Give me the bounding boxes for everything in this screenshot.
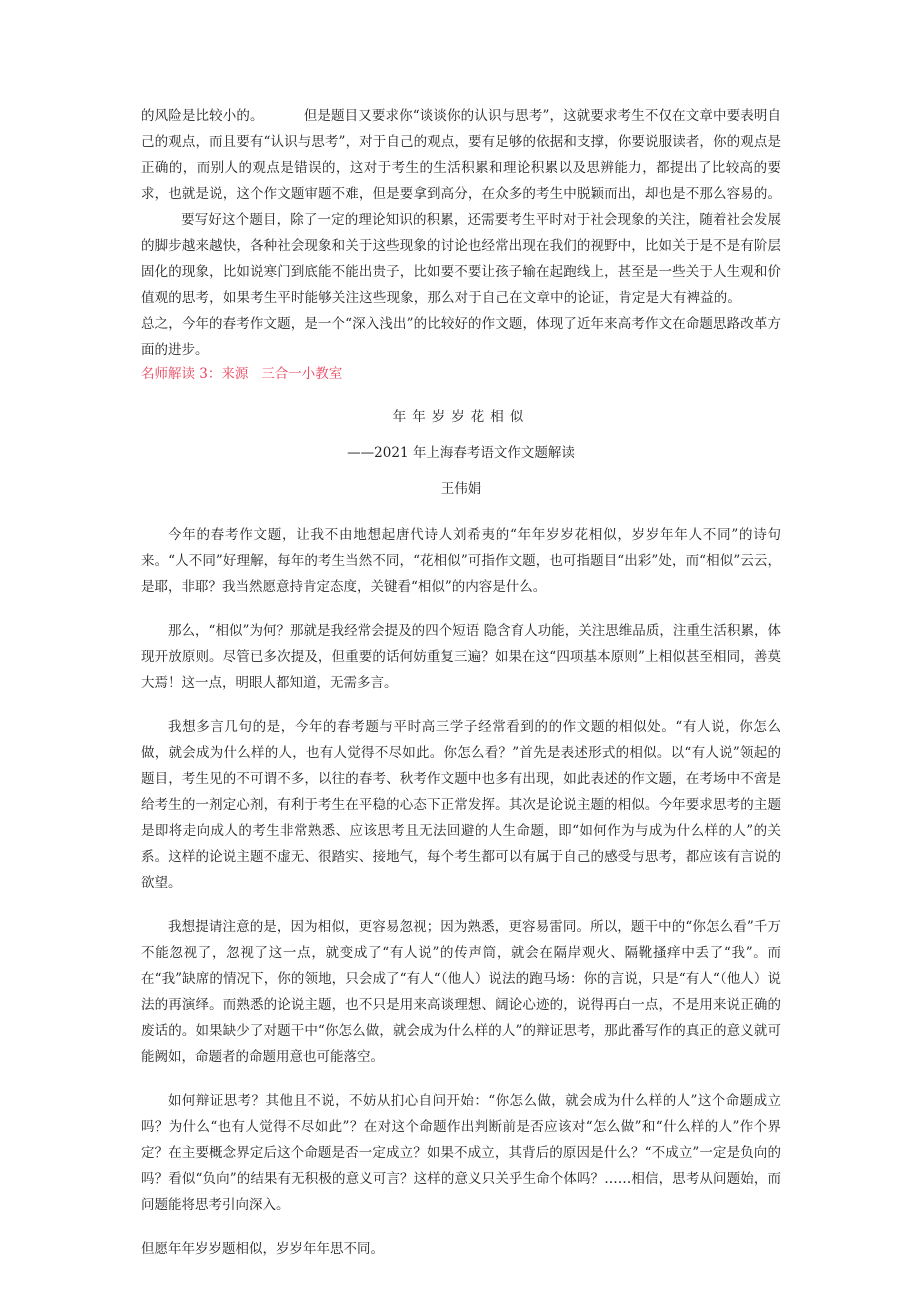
article-subtitle: ——2021 年上海春考语文作文题解读: [347, 445, 575, 461]
continuation-part-4: 总之，今年的春考作文题，是一个“深入浅出”的比较好的作文题，体现了近年来高考作文在命题思路改革方面的进步。: [141, 316, 781, 358]
article-closing: 但愿年年岁岁题相似，岁岁年年思不同。: [141, 1241, 384, 1257]
continuation-part-3: 要写好这个题目，除了一定的理论知识的积累，还需要考生平时对于社会现象的关注，随着社会发展的脚步越来越快，各种社会现象和关于这些现象的讨论也经常出现在我们的视野中，比如关于是不是有阶层固化的现象，比如说寒门到底能不能出贵子，比如要不要让孩子输在起跑线上，甚至是一些关于人生观和价值观的思考，如果考生平时能够关注这些现象，那么对于自己在文章中的论证，肯定是大有裨益的。: [141, 212, 781, 306]
source-note: 名师解读 3：来源 三合一小教室: [141, 366, 343, 382]
article-paragraph: 我想多言几句的是，今年的春考题与平时高三学子经常看到的的作文题的相似处。“有人说，你怎么做，就会成为什么样的人，也有人觉得不尽如此。你怎么看？”首先是表述形式的相似。以“有人说”领起的题目，考生见的不可谓不多，以往的春考、秋考作文题中也多有出现，如此表述的作文题，在考场中不啻是给考生的一剂定心剂，有利于考生在平稳的心态下正常发挥。其次是论说主题的相似。今年要求思考的主题是即将走向成人的考生非常熟悉、应该思考且无法回避的人生命题，即“如何作为与成为什么样的人”的关系。这样的论说主题不虚无、很踏实、接地气，每个考生都可以有属于自己的感受与思考，都应该有言说的欲望。: [141, 719, 781, 891]
continuation-part-2: 但是题目又要求你“谈谈你的认识与思考”，这就要求考生不仅在文章中要表明自己的观点，而且要有“认识与思考”，对于自己的观点，要有足够的依据和支撑，你要说服读者，你的观点是正确的，而别人的观点是错误的，这对于考生的生活积累和理论积累以及思辨能力，都提出了比较高的要求，也就是说，这个作文题审题不难，但是要拿到高分，在众多的考生中脱颖而出，却也是不那么容易的。: [141, 108, 781, 202]
article-paragraph: 今年的春考作文题，让我不由地想起唐代诗人刘希夷的“年年岁岁花相似，岁岁年年人不同”的诗句来。“人不同”好理解，每年的考生当然不同，“花相似”可指作文题，也可指题目“出彩”处，而“相似”云云，是耶，非耶？我当然愿意持肯定态度，关键看“相似”的内容是什么。: [141, 527, 781, 595]
article-paragraph: 我想提请注意的是，因为相似，更容易忽视；因为熟悉，更容易雷同。所以，题干中的“你怎么看”千万不能忽视了，忽视了这一点，就变成了“有人说”的传声筒，就会在隔岸观火、隔靴搔痒中丢了“我”。而在“我”缺席的情况下，你的领地，只会成了“有人“（他人）说法的跑马场：你的言说，只是“有人“（他人）说法的再演绎。而熟悉的论说主题，也不只是用来高谈理想、阔论心迹的，说得再白一点，不是用来说正确的废话的。如果缺少了对题干中“你怎么做，就会成为什么样的人”的辩证思考，那此番写作的真正的意义就可能阙如，命题者的命题用意也可能落空。: [141, 919, 781, 1065]
article-author: 王伟娟: [440, 481, 482, 497]
continuation-part-1: 的风险是比较小的。: [141, 108, 264, 124]
continuation-paragraph: [141, 103, 781, 363]
article-paragraph: 那么，“相似”为何？那就是我经常会提及的四个短语 隐含育人功能，关注思维品质，注重生活积累，体现开放原则。尽管已多次提及，但重要的话何妨重复三遍？如果在这“四项基本原则”上相似甚至相同，善莫大焉！这一点，明眼人都知道，无需多言。: [141, 623, 781, 691]
document-page: [141, 103, 781, 1262]
article-title: 年年岁岁花相似: [392, 409, 530, 425]
article-paragraph: 如何辩证思考？其他且不说，不妨从扪心自问开始：“你怎么做，就会成为什么样的人”这个命题成立吗？为什么“也有人觉得不尽如此”？在对这个命题作出判断前是否应该对“怎么做”和“什么样的人”作个界定？在主要概念界定后这个命题是否一定成立？如果不成立，其背后的原因是什么？“不成立”一定是负向的吗？看似“负向”的结果有无积极的意义可言？这样的意义只关乎生命个体吗？……相信，思考从问题始，而问题能将思考引向深入。: [141, 1093, 781, 1213]
